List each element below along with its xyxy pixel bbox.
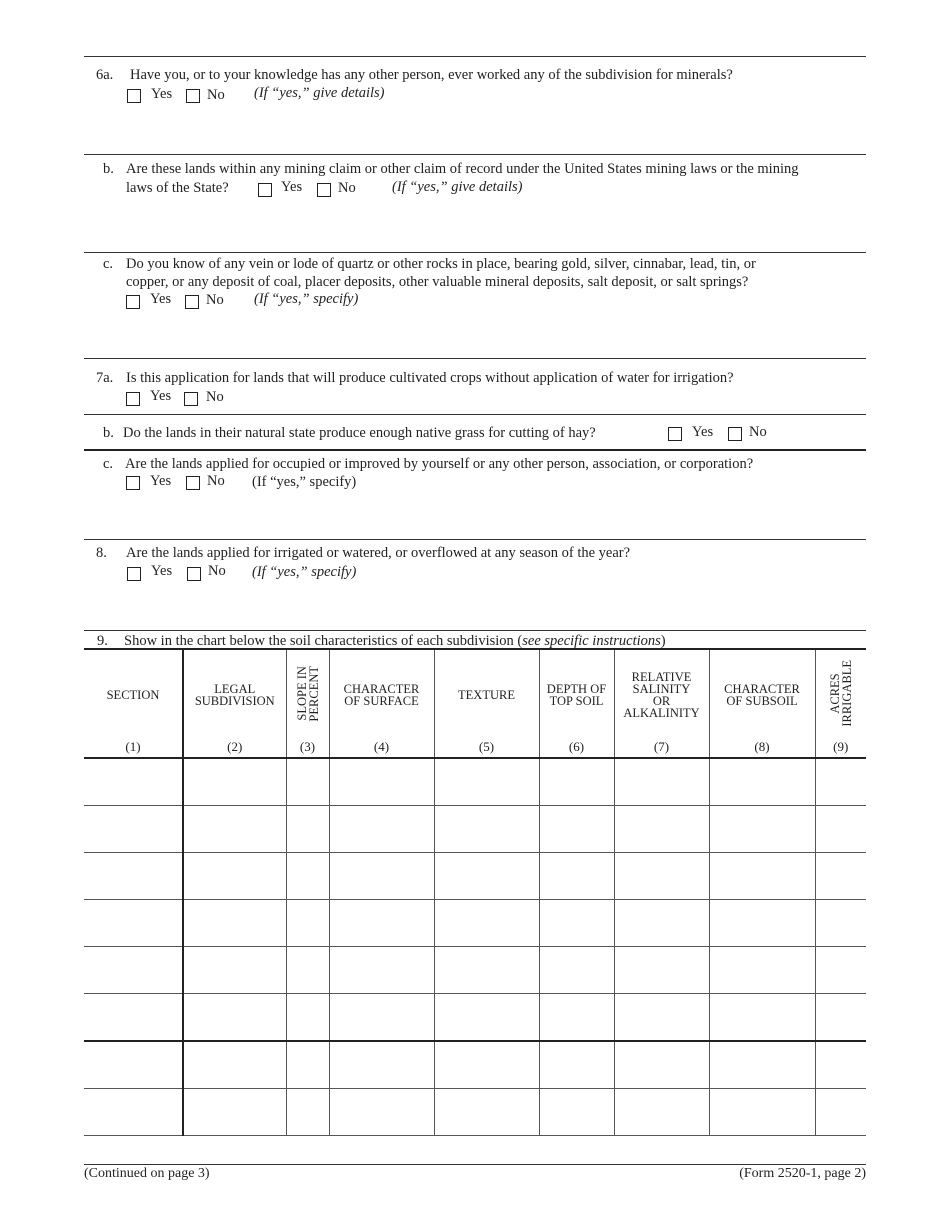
cell-slope[interactable] bbox=[286, 1089, 329, 1136]
cell-acres-irrigable[interactable] bbox=[815, 994, 866, 1042]
cell-slope[interactable] bbox=[286, 1041, 329, 1089]
cell-character-of-subsoil[interactable] bbox=[709, 758, 815, 806]
col-number: (7) bbox=[614, 739, 709, 758]
col-number: (6) bbox=[539, 739, 614, 758]
header-row bbox=[84, 649, 866, 739]
cell-depth-of-top-soil[interactable] bbox=[539, 1041, 614, 1089]
cell-depth-of-top-soil[interactable] bbox=[539, 1089, 614, 1136]
cell-salinity[interactable] bbox=[614, 853, 709, 900]
col-header-texture: TEXTURE bbox=[434, 649, 539, 739]
question-text-line2: laws of the State? bbox=[126, 180, 229, 196]
cell-texture[interactable] bbox=[434, 994, 539, 1042]
form-page-label: (Form 2520-1, page 2) bbox=[739, 1166, 866, 1181]
cell-character-of-subsoil[interactable] bbox=[709, 994, 815, 1042]
question-text-line1: Do you know of any vein or lode of quartz or other rocks in place, bearing gold, silver, cinnabar, lead, tin, or bbox=[126, 256, 756, 272]
yes-label: Yes bbox=[150, 473, 172, 489]
top-rule bbox=[84, 56, 866, 57]
question-text: Are the lands applied for occupied or improved by yourself or any other person, association, or corporation? bbox=[125, 456, 754, 472]
no-checkbox[interactable] bbox=[186, 476, 200, 490]
table-row bbox=[84, 994, 866, 1042]
cell-salinity[interactable] bbox=[614, 1041, 709, 1089]
cell-slope[interactable] bbox=[286, 994, 329, 1042]
cell-salinity[interactable] bbox=[614, 758, 709, 806]
table-row bbox=[84, 1089, 866, 1136]
divider-7c bbox=[84, 449, 866, 451]
cell-depth-of-top-soil[interactable] bbox=[539, 806, 614, 853]
no-label: No bbox=[338, 180, 356, 196]
yes-checkbox[interactable] bbox=[127, 89, 141, 103]
cell-acres-irrigable[interactable] bbox=[815, 806, 866, 853]
if-yes-note: (If “yes,” give details) bbox=[254, 85, 385, 101]
yes-checkbox[interactable] bbox=[126, 392, 140, 406]
question-number: c. bbox=[103, 256, 114, 272]
cell-salinity[interactable] bbox=[614, 947, 709, 994]
cell-acres-irrigable[interactable] bbox=[815, 900, 866, 947]
cell-slope[interactable] bbox=[286, 758, 329, 806]
no-label: No bbox=[206, 389, 224, 405]
cell-legal-subdivision[interactable] bbox=[183, 853, 286, 900]
divider-7a bbox=[84, 358, 866, 359]
continued-note: (Continued on page 3) bbox=[84, 1166, 210, 1181]
col-number: (8) bbox=[709, 739, 815, 758]
yes-checkbox[interactable] bbox=[127, 567, 141, 581]
cell-character-of-subsoil[interactable] bbox=[709, 1041, 815, 1089]
no-label: No bbox=[207, 473, 225, 489]
table-row bbox=[84, 947, 866, 994]
question-text-line2: copper, or any deposit of coal, placer deposits, other valuable mineral deposits, salt deposit, or salt springs? bbox=[126, 274, 749, 290]
cell-depth-of-top-soil[interactable] bbox=[539, 900, 614, 947]
col-number: (1) bbox=[84, 739, 183, 758]
cell-legal-subdivision[interactable] bbox=[183, 900, 286, 947]
cell-legal-subdivision[interactable] bbox=[183, 1089, 286, 1136]
cell-texture[interactable] bbox=[434, 900, 539, 947]
if-yes-note: (If “yes,” specify) bbox=[254, 291, 359, 307]
cell-texture[interactable] bbox=[434, 853, 539, 900]
cell-character-of-surface[interactable] bbox=[329, 947, 434, 994]
cell-section[interactable] bbox=[84, 1041, 183, 1089]
cell-section[interactable] bbox=[84, 806, 183, 853]
table-row bbox=[84, 758, 866, 806]
no-label: No bbox=[208, 563, 226, 579]
cell-section[interactable] bbox=[84, 994, 183, 1042]
yes-label: Yes bbox=[281, 179, 303, 195]
cell-salinity[interactable] bbox=[614, 994, 709, 1042]
cell-acres-irrigable[interactable] bbox=[815, 1041, 866, 1089]
question-text: Is this application for lands that will produce cultivated crops without application of water for irrigation? bbox=[126, 370, 734, 386]
no-label: No bbox=[207, 87, 225, 103]
cell-slope[interactable] bbox=[286, 947, 329, 994]
col-number: (9) bbox=[815, 739, 866, 758]
yes-checkbox[interactable] bbox=[258, 183, 272, 197]
col-header-depth-of-top-soil: DEPTH OF TOP SOIL bbox=[539, 649, 614, 739]
soil-characteristics-table bbox=[84, 648, 866, 1136]
cell-texture[interactable] bbox=[434, 947, 539, 994]
cell-acres-irrigable[interactable] bbox=[815, 758, 866, 806]
question-number: 6a. bbox=[96, 67, 114, 83]
column-number-row bbox=[84, 739, 866, 758]
question-text: Are the lands applied for irrigated or watered, or overflowed at any season of the year? bbox=[126, 545, 631, 561]
cell-texture[interactable] bbox=[434, 1041, 539, 1089]
col-header-salinity: RELATIVE SALINITY OR ALKALINITY bbox=[614, 649, 709, 739]
cell-character-of-surface[interactable] bbox=[329, 758, 434, 806]
col-header-acres-irrigable: ACRES IRRIGABLE bbox=[815, 649, 866, 739]
no-checkbox[interactable] bbox=[186, 89, 200, 103]
cell-legal-subdivision[interactable] bbox=[183, 994, 286, 1042]
divider-8 bbox=[84, 539, 866, 540]
no-label: No bbox=[206, 292, 224, 308]
cell-legal-subdivision[interactable] bbox=[183, 758, 286, 806]
cell-section[interactable] bbox=[84, 900, 183, 947]
cell-legal-subdivision[interactable] bbox=[183, 1041, 286, 1089]
cell-character-of-subsoil[interactable] bbox=[709, 1089, 815, 1136]
cell-slope[interactable] bbox=[286, 900, 329, 947]
cell-texture[interactable] bbox=[434, 1089, 539, 1136]
no-checkbox[interactable] bbox=[187, 567, 201, 581]
cell-slope[interactable] bbox=[286, 806, 329, 853]
cell-section[interactable] bbox=[84, 1089, 183, 1136]
cell-depth-of-top-soil[interactable] bbox=[539, 758, 614, 806]
yes-checkbox[interactable] bbox=[126, 295, 140, 309]
cell-slope[interactable] bbox=[286, 853, 329, 900]
divider-9 bbox=[84, 630, 866, 631]
cell-character-of-subsoil[interactable] bbox=[709, 947, 815, 994]
no-checkbox[interactable] bbox=[317, 183, 331, 197]
cell-character-of-surface[interactable] bbox=[329, 806, 434, 853]
col-header-slope: SLOPE IN PERCENT bbox=[286, 649, 329, 739]
cell-depth-of-top-soil[interactable] bbox=[539, 947, 614, 994]
cell-legal-subdivision[interactable] bbox=[183, 947, 286, 994]
question-text-italic: see specific instructions bbox=[522, 633, 661, 649]
cell-section[interactable] bbox=[84, 758, 183, 806]
yes-checkbox[interactable] bbox=[126, 476, 140, 490]
cell-section[interactable] bbox=[84, 853, 183, 900]
question-text-line1: Are these lands within any mining claim or other claim of record under the United States mining laws or the mining bbox=[126, 161, 799, 177]
cell-legal-subdivision[interactable] bbox=[183, 806, 286, 853]
yes-label: Yes bbox=[151, 86, 173, 102]
col-number: (4) bbox=[329, 739, 434, 758]
no-checkbox[interactable] bbox=[184, 392, 198, 406]
cell-acres-irrigable[interactable] bbox=[815, 947, 866, 994]
cell-depth-of-top-soil[interactable] bbox=[539, 994, 614, 1042]
cell-character-of-surface[interactable] bbox=[329, 853, 434, 900]
cell-salinity[interactable] bbox=[614, 900, 709, 947]
cell-section[interactable] bbox=[84, 947, 183, 994]
col-number: (3) bbox=[286, 739, 329, 758]
divider-7b bbox=[84, 414, 866, 415]
cell-character-of-surface[interactable] bbox=[329, 1041, 434, 1089]
yes-label: Yes bbox=[150, 291, 172, 307]
if-yes-note: (If “yes,” give details) bbox=[392, 179, 523, 195]
cell-character-of-surface[interactable] bbox=[329, 994, 434, 1042]
table-row bbox=[84, 806, 866, 853]
col-header-legal-subdivision: LEGAL SUBDIVISION bbox=[183, 649, 286, 739]
question-text-end: ) bbox=[660, 633, 666, 649]
col-header-character-of-subsoil: CHARACTER OF SUBSOIL bbox=[709, 649, 815, 739]
cell-character-of-subsoil[interactable] bbox=[709, 900, 815, 947]
cell-acres-irrigable[interactable] bbox=[815, 853, 866, 900]
question-text-main: Show in the chart below the soil characteristics of each subdivision ( bbox=[124, 633, 523, 649]
yes-label: Yes bbox=[151, 563, 173, 579]
table-row bbox=[84, 1041, 866, 1089]
divider-6b bbox=[84, 154, 866, 155]
cell-salinity[interactable] bbox=[614, 806, 709, 853]
table-row bbox=[84, 853, 866, 900]
question-text: Do the lands in their natural state produce enough native grass for cutting of hay? bbox=[123, 425, 596, 441]
if-yes-note: (If “yes,” specify) bbox=[252, 564, 357, 580]
no-checkbox[interactable] bbox=[728, 427, 742, 441]
question-text: Have you, or to your knowledge has any other person, ever worked any of the subdivision for minerals? bbox=[130, 67, 733, 83]
table-row bbox=[84, 900, 866, 947]
question-number: 7a. bbox=[96, 370, 114, 386]
col-number: (5) bbox=[434, 739, 539, 758]
col-header-section: SECTION bbox=[84, 649, 183, 739]
cell-acres-irrigable[interactable] bbox=[815, 1089, 866, 1136]
footer-rule bbox=[84, 1164, 866, 1165]
divider-6c bbox=[84, 252, 866, 253]
question-number: 9. bbox=[97, 633, 108, 649]
col-header-character-of-surface: CHARACTER OF SURFACE bbox=[329, 649, 434, 739]
no-label: No bbox=[749, 424, 767, 440]
yes-label: Yes bbox=[692, 424, 714, 440]
col-number: (2) bbox=[183, 739, 286, 758]
question-number: b. bbox=[103, 161, 114, 177]
yes-label: Yes bbox=[150, 388, 172, 404]
cell-character-of-subsoil[interactable] bbox=[709, 806, 815, 853]
cell-salinity[interactable] bbox=[614, 1089, 709, 1136]
question-number: b. bbox=[103, 425, 114, 441]
cell-character-of-surface[interactable] bbox=[329, 900, 434, 947]
cell-texture[interactable] bbox=[434, 806, 539, 853]
cell-depth-of-top-soil[interactable] bbox=[539, 853, 614, 900]
question-number: 8. bbox=[96, 545, 107, 561]
question-number: c. bbox=[103, 456, 114, 472]
no-checkbox[interactable] bbox=[185, 295, 199, 309]
if-yes-note: (If “yes,” specify) bbox=[252, 474, 357, 490]
yes-checkbox[interactable] bbox=[668, 427, 682, 441]
cell-character-of-surface[interactable] bbox=[329, 1089, 434, 1136]
cell-character-of-subsoil[interactable] bbox=[709, 853, 815, 900]
cell-texture[interactable] bbox=[434, 758, 539, 806]
